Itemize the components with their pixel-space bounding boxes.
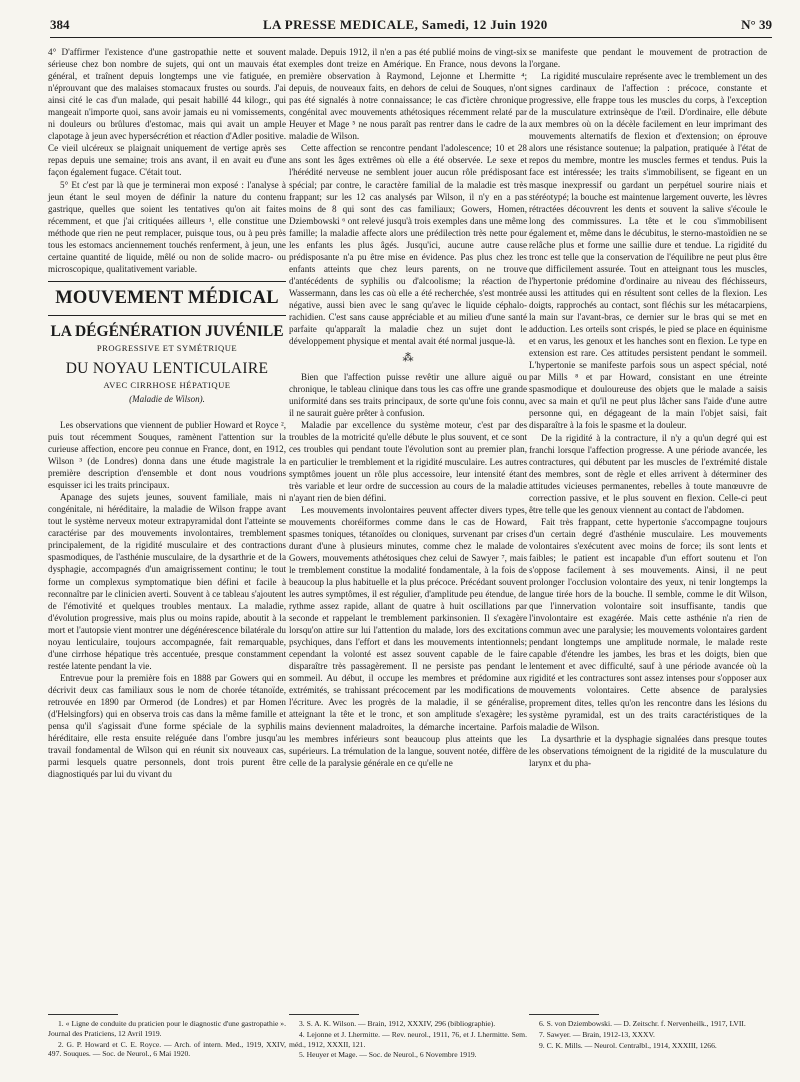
footnote-rule (529, 1014, 599, 1015)
paragraph: De la rigidité à la contracture, il n'y a qu'un degré qui est franchi lorsque l'affection progresse. A une période avancée, les contractures, qui débutent par les muscles de l'extrémité distale des membres, sont de règle et elles arrivent à déterminer des attitudes vicieuses permanentes, rebelles à toute manœuvre de correction passive, et le plus souvent en flexion. Celle-ci peut être telle que les genoux viennent au contact de l'abdomen. (529, 432, 767, 515)
footnote-rule (289, 1014, 359, 1015)
footnote: 5. Heuyer et Mage. — Soc. de Neurol., 6 Novembre 1919. (299, 1050, 477, 1060)
article-subtitle: AVEC CIRRHOSE HÉPATIQUE (103, 379, 231, 390)
paragraph: Bien que l'affection puisse revêtir une allure aiguë ou chronique, le tableau clinique dans tous les cas offre une grande uniformité dans ses traits principaux, de sorte qu'une fois connu, il ne saurait guère prêter à confusion. (289, 372, 527, 419)
paragraph: Fait très frappant, cette hypertonie s'accompagne toujours d'un certain degré d'asthénie musculaire. Les mouvements volontaires s'exécutent avec moins de force; ils sont lents et faibles; le patient est incapable d'un effort soutenu et l'on s'oppose facilement à ses mouvements. Ainsi, il ne peut prolonger l'occlusion volontaire des yeux, ni tenir longtemps la langue tirée hors de la bouche. Il semble, comme le dit Wilson, que l'innervation volontaire soit insuffisante, tandis que l'involontaire est exagérée. Mais cette asthénie n'a rien de commun avec une paralysie; les mouvements volontaires gardent pendant longtemps une amplitude normale, le malade reste capable d'étendre les jambes, les bras et les doigts, bien que lentement et avec difficulté, sauf à une période avancée où la rigidité et les contractures sont assez intenses pour s'opposer aux mouvements volontaires. Cette absence de paralysies proprement dites, telles qu'on les rencontre dans les lésions du système pyramidal, est un des traits caractéristiques de la maladie de Wilson. (529, 516, 767, 732)
section-heading: MOUVEMENT MÉDICAL (55, 287, 279, 308)
paragraph: Entrevue pour la première fois en 1888 par Gowers qui en décrivit deux cas familiaux sous le nom de chorée tétanoïde, retrouvée en 1890 par Ormerod (de Londres) et par Homen (d'Helsingfors) qui en observa trois cas dans la même famille et pensa qu'il s'agissait d'une forme spéciale de la syphilis héréditaire, elle resta ensuite reléguée dans l'ombre jusqu'au travail fondamental de Wilson qui en réunit six nouveaux cas, parmi lesquels quatre personnels, dont trois purent être diagnostiqués par lui du vivant du (48, 672, 286, 780)
footnote-rule (48, 1014, 118, 1015)
paragraph: La rigidité musculaire représente avec le tremblement un des signes cardinaux de l'affection : précoce, constante et progressive, elle frappe tous les muscles du corps, à l'exception de la musculature extrinsèque de l'œil. D'ordinaire, elle débute aux membres où on la décèle facilement en leur imprimant des mouvements alternatifs de flexion et d'extension; on éprouve alors une résistance soutenue; la palpation, pratiquée à l'état de repos du membre, montre les muscles fermes et tendus. Puis la face est intéressée; les traits s'immobilisent, se figeant en un masque inexpressif ou gardant un perpétuel sourire niais et stéréotypé; la bouche est maintenue largement ouverte, les lèvres rétractées découvrent les dents et souvent la salive s'écoule le long des commissures. La tête et le cou s'immobilisent également et, même dans le décubitus, le sterno-mastoïdien ne se relâche plus et forme une saillie dure et tendue. La rigidité du tronc est telle que la conservation de l'équilibre ne peut plus être que difficilement assurée. Tout en atteignant tous les muscles, l'hypertonie prédomine d'ordinaire au niveau des fléchisseurs, aussi les attitudes qui en résultent sont celles de la flexion. Les doigts, rapprochés au contact, sont fléchis sur les métacarpiens, la main sur l'avant-bras, ce dernier sur le bras qui se met en adduction. Les orteils sont crispés, le pied se place en équinisme et en varus, les genoux et les hanches sont en flexion. Le type en extension est rare. Ces attitudes persistent pendant le sommeil. L'hypertonie se manifeste parfois sous un aspect spécial, noté par Mills ⁸ et par Howard, consistant en une étreinte spasmodique et douloureuse des objets que le malade a saisis avec sa main et qu'il ne peut plus lâcher sans l'aide d'une autre personne qui, en dégageant de la main l'objet saisi, fait disparaître à la fois le spasme et la douleur. (529, 71, 767, 431)
footnote: 9. C. K. Mills. — Neurol. Centralbl., 1914, XXXIII, 1266. (539, 1040, 717, 1050)
footnotes-column-3 (529, 1014, 767, 1051)
article-subtitle: PROGRESSIVE ET SYMÉTRIQUE (96, 342, 238, 353)
footnote: 3. S. A. K. Wilson. — Brain, 1912, XXXIV, 296 (bibliographie). (299, 1019, 496, 1028)
paragraph: Cette affection se rencontre pendant l'adolescence; 10 et 28 ans sont les âges extrêmes où elle a été observée. Le sexe et l'hérédité nerveuse ne semblent jouer aucun rôle prédisposant spécial; par contre, le caractère familial de la maladie est très frappant; sur les 12 cas analysés par Wilson, il n'y en a pas moins de 8 qui sont des cas familiaux; Gowers, Homen, Dziembowski ⁶ ont relevé jusqu'à trois exemples dans une même famille; la maladie affecte alors une prédilection très nette pour les enfants les plus âgés. Jusqu'ici, aucune autre cause prédisposante n'a pu être mise en évidence. Pas plus chez les enfants atteints que chez leurs parents, on ne trouve d'antécédents de syphilis ou d'alcoolisme; la réaction de Wassermann, dans les cas où elle a été recherchée, s'est montrée négative, aussi bien avec le sang qu'avec le liquide céphalo-rachidien. C'est sans cause appréciable et au milieu d'une santé parfaite qu'apparaît la maladie chez un sujet dont le développement physique et mental avait été normal jusque-là. (289, 143, 527, 347)
paragraph: La dysarthrie et la dysphagie signalées dans presque toutes les observations témoignent de la rigidité de la musculature du larynx et du pha- (529, 733, 767, 768)
paragraph: Maladie par excellence du système moteur, c'est par des troubles de la motricité qu'elle débute le plus souvent, et ce sont ces troubles qui pendant toute l'évolution sont au premier plan, en particulier le tremblement et la rigidité musculaire. Les autres symptômes jouent un rôle plus accessoire, leur intensité étant très variable et leur ordre de succession au cours de la maladie n'ayant rien de bien défini. (289, 420, 527, 503)
column-3 (529, 46, 767, 769)
article-title: LA DÉGÉNÉRATION JUVÉNILE (50, 322, 284, 340)
footnote: 6. S. von Dziembowski. — D. Zeitschr. f. Nervenheilk., 1917, LVII. (539, 1019, 746, 1028)
footnote: 7. Sawyer. — Brain, 1912-13, XXXV. (539, 1029, 655, 1039)
section-rule (48, 315, 286, 316)
footnote: 4. Lejonne et J. Lhermitte. — Rev. neurol., 1911, 76, et J. Lhermitte. Sem. méd., 1912, XXXII, 121. (289, 1029, 527, 1049)
issue-number: N° 39 (741, 17, 772, 32)
footnotes-column-2 (289, 1014, 527, 1061)
section-rule (48, 281, 286, 282)
column-2 (289, 46, 527, 769)
paragraph: 5° Et c'est par là que je terminerai mon exposé : l'analyse à jeun étant le seul moyen de définir la nature du contenu gastrique, quelles que soient les tentatives qu'on ait faites récemment, et que j'ai critiquées ailleurs ¹, elle constitue une méthode que rien ne peut remplacer, puisque tous, ou à peu près tous les estomacs anciennement touchés renferment, à jeun, une certaine quantité de liquide, mêlé ou non de solide macro- ou microscopique, qualitativement variable. (48, 179, 286, 274)
page-header (50, 17, 772, 38)
footnote: 1. « Ligne de conduite du praticien pour le diagnostic d'une gastropathie ». Journal des Praticiens, 12 Avril 1919. (48, 1019, 286, 1038)
paragraph: 4° D'affirmer l'existence d'une gastropathie nette et souvent sérieuse chez bon nombre de sujets, qui ont un mauvais état général, et traînent depuis longtemps une vie fatiguée, en n'éprouvant que des malaises stomacaux frustes ou sourds. J'ai ainsi cité le cas d'un malade, qui pesait habillé 44 kilogr., qui mangeait n'importe quoi, sans avoir jamais eu ni vomissements, ni douleurs ou brûlures d'estomac, mais qui avait un ample clapotage à jeun avec hypersécrétion et réaction d'Adler positive. Ce vieil ulcéreux se plaignait uniquement de vertige après ses repas depuis une semaine; trois ans avant, il en avait eu d'une façon également fugace. C'était tout. (48, 47, 286, 178)
paragraph: Les observations que viennent de publier Howard et Royce ², puis tout récemment Souques, ramènent l'attention sur la curieuse affection, encore peu connue en France, dont, en 1912, Wilson ³ (de Londres) donna dans une étude magistrale la première description d'ensemble et dont nous voudrions esquisser ici les traits principaux. (48, 419, 286, 491)
article-subtitle: (Maladie de Wilson). (129, 393, 205, 404)
footnote: 2. G. P. Howard et C. E. Royce. — Arch. of intern. Med., 1919, XXIV, 497. Souques. — Soc. de Neurol., 6 Mai 1920. (48, 1039, 286, 1059)
article-title: DU NOYAU LENTICULAIRE (65, 359, 269, 377)
section-separator: ⁂ (402, 352, 414, 365)
page-number: 384 (50, 17, 70, 32)
footnotes-column-1 (48, 1014, 286, 1060)
column-1 (48, 46, 286, 780)
journal-title: LA PRESSE MEDICALE, Samedi, 12 Juin 1920 (262, 17, 548, 32)
paragraph: se manifeste que pendant le mouvement de protraction de l'organe. (529, 47, 767, 70)
paragraph: Apanage des sujets jeunes, souvent familiale, mais ni congénitale, ni héréditaire, la maladie de Wilson frappe avant tout le système nerveux moteur extrapyramidal dont l'atteinte se caractérise par des mouvements involontaires, tremblement principalement, de la rigidité musculaire et des contractions spasmodiques, de l'asthénie musculaire, de la dysarthrie et de la dysphagie, accompagnés d'un amaigrissement continu; le tout forme un complexus symptomatique bien défini et facile à reconnaître par le clinicien averti. Souvent à ce tableau s'ajoutent de l'émotivité et quelques troubles mentaux. La maladie, d'évolution progressive, mais plus ou moins rapide, aboutit à la mort et l'autopsie vient montrer une dégénérescence bilatérale du noyau lenticulaire, toujours accompagnée, fait remarquable, d'une cirrhose hépatique très accentuée, presque constamment restée latente pendant la vie. (48, 492, 286, 671)
paragraph: malade. Depuis 1912, il n'en a pas été publié moins de vingt-six exemples dont treize en Amérique. En France, nous devons la première observation à Raymond, Lejonne et Lhermitte ⁴; depuis, de nouveaux faits, en dehors de celui de Souques, n'ont pas été signalés à notre connaissance; le cas d'ictère chronique congénital avec mouvements athétosiques récemment relaté par Heuyer et Mage ⁵ ne nous paraît pas rentrer dans le cadre de la maladie de Wilson. (289, 47, 527, 142)
paragraph: Les mouvements involontaires peuvent affecter divers types, mouvements choréiformes comme dans le cas de Howard, spasmes toniques, tétanoïdes ou cloniques, survenant par crises durant d'une à plusieurs minutes, comme chez le malade de Gowers, mouvements athétosiques chez celui de Sawyer ⁷, mais le tremblement constitue la modalité fondamentale, à la fois de beaucoup la plus habituelle et la plus précoce. Précédant souvent les autres symptômes, il est régulier, d'amplitude peu étendue, de rythme assez rapide, allant de quatre à huit oscillations par seconde et rappelant le tremblement parkinsonien. Il s'exagère lorsqu'on attire sur lui l'attention du malade, lors des excitations psychiques, dans l'effort et dans les mouvements intentionnels; cependant la volonté est assez souvent capable de le faire disparaître très passagèrement. Il ne persiste pas pendant le sommeil. Au début, il occupe les membres et prédomine aux extrémités, se trahissant précocement par les modifications de l'écriture. Avec les progrès de la maladie, il se généralise, atteignant la tête et le tronc, et son amplitude s'exagère; les mains deviennent maladroites, la démarche incertaine. Parfois les membres inférieurs sont beaucoup plus atteints que les supérieurs. La trémulation de la langue, souvent notée, diffère de celle de la paralysie générale en ce qu'elle ne (289, 504, 527, 768)
